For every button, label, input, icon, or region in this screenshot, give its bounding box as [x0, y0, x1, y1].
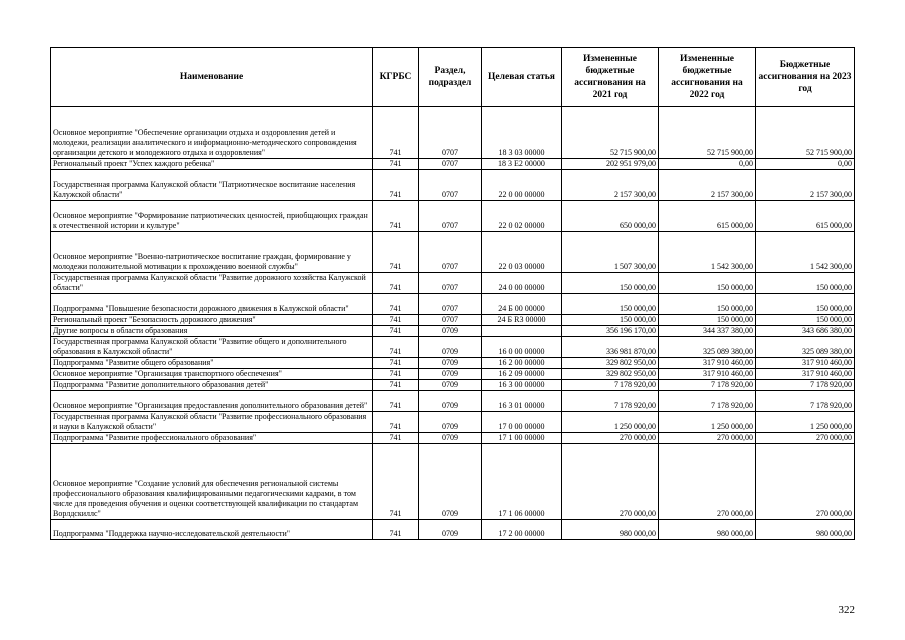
budget-table	[50, 47, 855, 540]
page-number: 322	[838, 604, 855, 616]
table-row	[51, 412, 855, 433]
table-row	[51, 358, 855, 369]
header-2021: Измененные бюджетные ассигнования на 2021 год	[562, 48, 659, 107]
cell-name: Основное мероприятие "Организация предоставления дополнительного образования детей"	[51, 391, 373, 412]
cell-kgrbs: 741	[373, 232, 419, 273]
cell-section: 0707	[419, 273, 482, 294]
header-section: Раздел, подраздел	[419, 48, 482, 107]
cell-name: Государственная программа Калужской области "Развитие профессионального образования и науки в Калужской области"	[51, 412, 373, 433]
cell-2022: 325 089 380,00	[659, 337, 756, 358]
header-row	[51, 48, 855, 107]
cell-kgrbs: 741	[373, 337, 419, 358]
cell-target: 22 0 02 00000	[482, 201, 562, 232]
cell-2021: 336 981 870,00	[562, 337, 659, 358]
cell-name: Региональный проект "Успех каждого ребенка"	[51, 159, 373, 170]
cell-name: Основное мероприятие "Военно-патриотическое воспитание граждан, формирование у молодежи положительной мотивации к прохождению военной службы"	[51, 232, 373, 273]
cell-2021: 7 178 920,00	[562, 380, 659, 391]
cell-name: Подпрограмма "Развитие профессионального образования"	[51, 433, 373, 444]
cell-section: 0709	[419, 444, 482, 520]
cell-2022: 1 542 300,00	[659, 232, 756, 273]
cell-2023: 270 000,00	[756, 433, 855, 444]
cell-name: Основное мероприятие "Организация транспортного обеспечения"	[51, 369, 373, 380]
cell-target: 18 3 03 00000	[482, 107, 562, 159]
cell-2023: 270 000,00	[756, 444, 855, 520]
cell-2023: 1 542 300,00	[756, 232, 855, 273]
table-row	[51, 159, 855, 170]
cell-2022: 7 178 920,00	[659, 391, 756, 412]
cell-name: Государственная программа Калужской области "Патриотическое воспитание населения Калужской области"	[51, 170, 373, 201]
cell-section: 0707	[419, 201, 482, 232]
cell-2023: 0,00	[756, 159, 855, 170]
cell-2023: 1 250 000,00	[756, 412, 855, 433]
cell-section: 0709	[419, 369, 482, 380]
cell-2021: 270 000,00	[562, 433, 659, 444]
cell-2022: 270 000,00	[659, 433, 756, 444]
cell-section: 0709	[419, 433, 482, 444]
cell-2021: 150 000,00	[562, 315, 659, 326]
table-row	[51, 326, 855, 337]
table-row	[51, 337, 855, 358]
cell-section: 0707	[419, 170, 482, 201]
table-body	[51, 107, 855, 540]
cell-2021: 2 157 300,00	[562, 170, 659, 201]
cell-2023: 343 686 380,00	[756, 326, 855, 337]
header-kgrbs: КГРБС	[373, 48, 419, 107]
cell-kgrbs: 741	[373, 369, 419, 380]
cell-kgrbs: 741	[373, 520, 419, 540]
table-row	[51, 294, 855, 315]
cell-name: Основное мероприятие "Формирование патриотических ценностей, приобщающих граждан к отечественной истории и культуре"	[51, 201, 373, 232]
cell-kgrbs: 741	[373, 170, 419, 201]
cell-section: 0709	[419, 337, 482, 358]
cell-target: 22 0 03 00000	[482, 232, 562, 273]
table-row	[51, 170, 855, 201]
cell-kgrbs: 741	[373, 201, 419, 232]
cell-2022: 270 000,00	[659, 444, 756, 520]
cell-target: 18 3 E2 00000	[482, 159, 562, 170]
table-row	[51, 444, 855, 520]
table-row	[51, 201, 855, 232]
cell-2022: 150 000,00	[659, 315, 756, 326]
cell-target: 17 1 06 00000	[482, 444, 562, 520]
cell-2022: 52 715 900,00	[659, 107, 756, 159]
cell-name: Основное мероприятие "Обеспечение организации отдыха и оздоровления детей и молодежи, реализации аналитического и информационно-методического сопровождения организации детского и молодежного отдыха и оздоровления"	[51, 107, 373, 159]
cell-2021: 1 507 300,00	[562, 232, 659, 273]
cell-2021: 980 000,00	[562, 520, 659, 540]
cell-kgrbs: 741	[373, 444, 419, 520]
cell-2021: 202 951 979,00	[562, 159, 659, 170]
cell-2021: 356 196 170,00	[562, 326, 659, 337]
cell-section: 0709	[419, 380, 482, 391]
cell-section: 0707	[419, 315, 482, 326]
header-2022: Измененные бюджетные ассигнования на 2022 год	[659, 48, 756, 107]
cell-name: Основное мероприятие "Создание условий для обеспечения региональной системы профессионального образования квалифицированными педагогическими кадрами, в том числе для проведения обучения и оценки соответствующей квалификации по стандартам Ворлдскиллс"	[51, 444, 373, 520]
cell-target: 16 2 09 00000	[482, 369, 562, 380]
table-row	[51, 315, 855, 326]
cell-2023: 7 178 920,00	[756, 391, 855, 412]
cell-section: 0709	[419, 412, 482, 433]
cell-target: 16 3 00 00000	[482, 380, 562, 391]
cell-2021: 150 000,00	[562, 273, 659, 294]
cell-target: 16 2 00 00000	[482, 358, 562, 369]
cell-2023: 615 000,00	[756, 201, 855, 232]
cell-kgrbs: 741	[373, 433, 419, 444]
cell-name: Государственная программа Калужской области "Развитие общего и дополнительного образования в Калужской области"	[51, 337, 373, 358]
cell-2022: 980 000,00	[659, 520, 756, 540]
cell-kgrbs: 741	[373, 294, 419, 315]
cell-kgrbs: 741	[373, 412, 419, 433]
cell-target	[482, 326, 562, 337]
table-row	[51, 433, 855, 444]
cell-target: 24 0 00 00000	[482, 273, 562, 294]
cell-2022: 0,00	[659, 159, 756, 170]
cell-2023: 150 000,00	[756, 294, 855, 315]
cell-2022: 317 910 460,00	[659, 369, 756, 380]
cell-name: Государственная программа Калужской области "Развитие дорожного хозяйства Калужской области"	[51, 273, 373, 294]
cell-section: 0707	[419, 159, 482, 170]
cell-target: 22 0 00 00000	[482, 170, 562, 201]
table-row	[51, 369, 855, 380]
cell-2021: 7 178 920,00	[562, 391, 659, 412]
cell-2022: 150 000,00	[659, 273, 756, 294]
cell-section: 0707	[419, 107, 482, 159]
cell-2022: 344 337 380,00	[659, 326, 756, 337]
header-target: Целевая статья	[482, 48, 562, 107]
cell-name: Другие вопросы в области образования	[51, 326, 373, 337]
cell-2021: 329 802 950,00	[562, 358, 659, 369]
cell-2023: 317 910 460,00	[756, 358, 855, 369]
cell-kgrbs: 741	[373, 391, 419, 412]
cell-target: 17 2 00 00000	[482, 520, 562, 540]
cell-2021: 1 250 000,00	[562, 412, 659, 433]
cell-2023: 150 000,00	[756, 273, 855, 294]
cell-2021: 650 000,00	[562, 201, 659, 232]
cell-target: 24 Б 00 00000	[482, 294, 562, 315]
cell-2021: 52 715 900,00	[562, 107, 659, 159]
cell-name: Подпрограмма "Развитие дополнительного образования детей"	[51, 380, 373, 391]
cell-2023: 317 910 460,00	[756, 369, 855, 380]
cell-target: 16 0 00 00000	[482, 337, 562, 358]
cell-target: 17 0 00 00000	[482, 412, 562, 433]
cell-target: 24 Б R3 00000	[482, 315, 562, 326]
cell-2022: 7 178 920,00	[659, 380, 756, 391]
cell-2023: 7 178 920,00	[756, 380, 855, 391]
cell-name: Подпрограмма "Развитие общего образования"	[51, 358, 373, 369]
cell-name: Региональный проект "Безопасность дорожного движения"	[51, 315, 373, 326]
cell-2022: 317 910 460,00	[659, 358, 756, 369]
cell-section: 0709	[419, 520, 482, 540]
cell-section: 0709	[419, 391, 482, 412]
table-row	[51, 520, 855, 540]
cell-name: Подпрограмма "Поддержка научно-исследовательской деятельности"	[51, 520, 373, 540]
table-row	[51, 391, 855, 412]
cell-kgrbs: 741	[373, 159, 419, 170]
cell-kgrbs: 741	[373, 380, 419, 391]
cell-target: 17 1 00 00000	[482, 433, 562, 444]
cell-kgrbs: 741	[373, 326, 419, 337]
table-row	[51, 273, 855, 294]
cell-name: Подпрограмма "Повышение безопасности дорожного движения в Калужской области"	[51, 294, 373, 315]
cell-kgrbs: 741	[373, 273, 419, 294]
cell-2023: 325 089 380,00	[756, 337, 855, 358]
cell-kgrbs: 741	[373, 315, 419, 326]
header-name: Наименование	[51, 48, 373, 107]
table-row	[51, 232, 855, 273]
cell-2023: 150 000,00	[756, 315, 855, 326]
cell-2022: 150 000,00	[659, 294, 756, 315]
cell-2023: 2 157 300,00	[756, 170, 855, 201]
cell-section: 0709	[419, 358, 482, 369]
cell-2021: 270 000,00	[562, 444, 659, 520]
cell-target: 16 3 01 00000	[482, 391, 562, 412]
cell-section: 0707	[419, 232, 482, 273]
cell-2023: 980 000,00	[756, 520, 855, 540]
cell-2021: 329 802 950,00	[562, 369, 659, 380]
header-2023: Бюджетные ассигнования на 2023 год	[756, 48, 855, 107]
cell-2022: 1 250 000,00	[659, 412, 756, 433]
table-row	[51, 380, 855, 391]
cell-kgrbs: 741	[373, 358, 419, 369]
cell-2023: 52 715 900,00	[756, 107, 855, 159]
cell-2021: 150 000,00	[562, 294, 659, 315]
cell-2022: 615 000,00	[659, 201, 756, 232]
cell-section: 0709	[419, 326, 482, 337]
cell-section: 0707	[419, 294, 482, 315]
cell-kgrbs: 741	[373, 107, 419, 159]
table-row	[51, 107, 855, 159]
cell-2022: 2 157 300,00	[659, 170, 756, 201]
